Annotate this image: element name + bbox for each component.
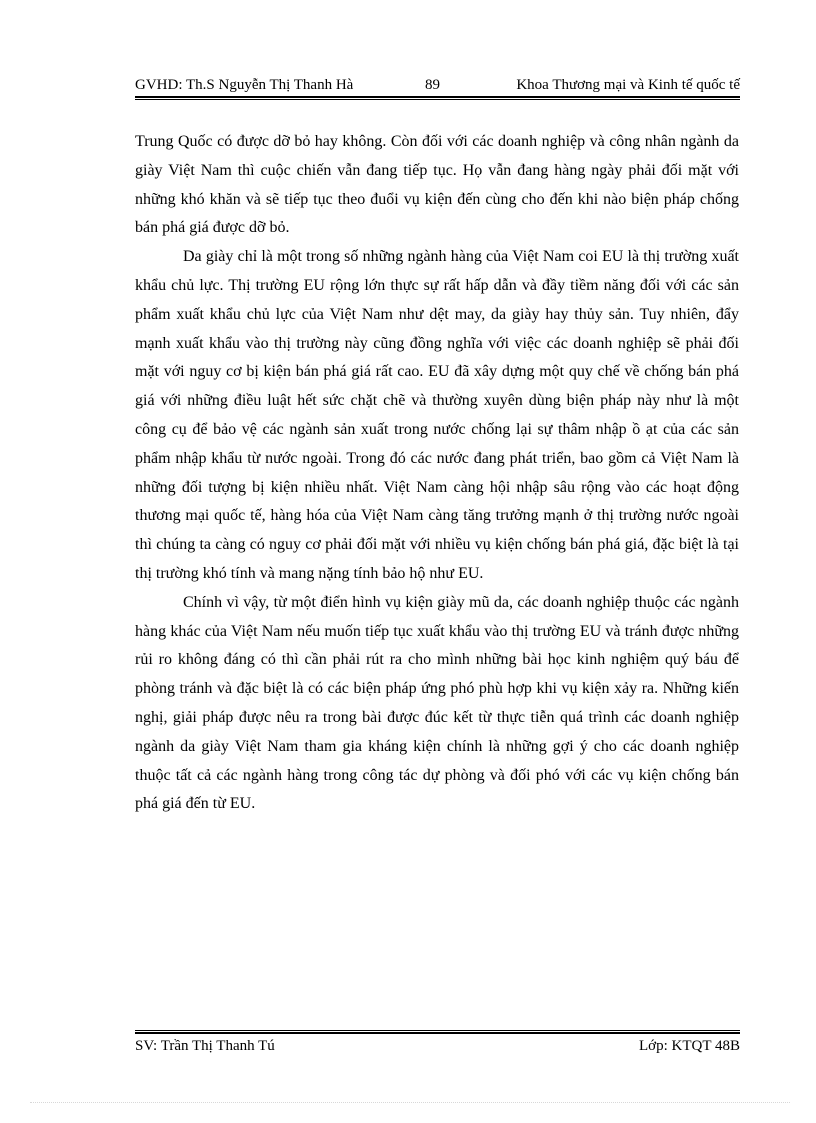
footer-student: SV: Trần Thị Thanh Tú (135, 1038, 275, 1054)
paragraph-3: Chính vì vậy, từ một điển hình vụ kiện giày mũ da, các doanh nghiệp thuộc các ngành hàng khác của Việt Nam nếu muốn tiếp tục xuất khẩu vào thị trường EU và tránh được những rủi ro không đáng có thì cần phải rút ra cho mình những bài học kinh nghiệm quý báu để phòng tránh và đặc biệt là có các biện pháp ứng phó phù hợp khi vụ kiện xảy ra. Những kiến nghị, giải pháp được nêu ra trong bài được đúc kết từ thực tiễn quá trình các doanh nghiệp ngành da giày Việt Nam tham gia kháng kiện chính là những gợi ý cho các doanh nghiệp thuộc tất cả các ngành hàng trong công tác dự phòng và đối phó với các vụ kiện chống bán phá giá đến từ EU. (135, 593, 739, 813)
paragraph-2: Da giày chỉ là một trong số những ngành hàng của Việt Nam coi EU là thị trường xuất khẩu chủ lực. Thị trường EU rộng lớn thực sự rất hấp dẫn và đầy tiềm năng đối với các sản phẩm xuất khẩu chủ lực của Việt Nam như dệt may, da giày hay thủy sản. Tuy nhiên, đẩy mạnh xuất khẩu vào thị trường này cũng đồng nghĩa với việc các doanh nghiệp sẽ phải đối mặt với nguy cơ bị kiện bán phá giá rất cao. EU đã xây dựng một quy chế về chống bán phá giá với những điều luật hết sức chặt chẽ và thường xuyên dùng biện pháp này như là một công cụ để bảo vệ các ngành sản xuất trong nước chống lại sự thâm nhập ồ ạt của các sản phẩm nhập khẩu từ nước ngoài. Trong đó các nước đang phát triển, bao gồm cả Việt Nam là những đối tượng bị kiện nhiều nhất. Việt Nam càng hội nhập sâu rộng vào các hoạt động thương mại quốc tế, hàng hóa của Việt Nam càng tăng trưởng mạnh ở thị trường nước ngoài thì chúng ta càng có nguy cơ phải đối mặt với nhiều vụ kiện chống bán phá giá, đặc biệt là tại thị trường khó tính và mang nặng tính bảo hộ như EU. (135, 248, 739, 582)
footer-class: Lớp: KTQT 48B (639, 1038, 740, 1054)
header-supervisor: GVHD: Th.S Nguyễn Thị Thanh Hà (135, 77, 354, 93)
page-number: 89 (425, 77, 440, 93)
page-footer (135, 1035, 740, 1057)
paragraph-1: Trung Quốc có được dỡ bỏ hay không. Còn đối với các doanh nghiệp và công nhân ngành da giày Việt Nam thì cuộc chiến vẫn đang tiếp tục. Họ vẫn đang hàng ngày phải đối mặt với những khó khăn và sẽ tiếp tục theo đuổi vụ kiện đến cùng cho đến khi nào biện pháp chống bán phá giá được dỡ bỏ. (135, 133, 739, 237)
page-header (135, 74, 740, 96)
header-divider (135, 96, 740, 100)
header-faculty: Khoa Thương mại và Kinh tế quốc tế (516, 77, 740, 93)
document-body (135, 128, 739, 819)
footer-divider (135, 1030, 740, 1034)
page-edge (30, 1102, 790, 1103)
